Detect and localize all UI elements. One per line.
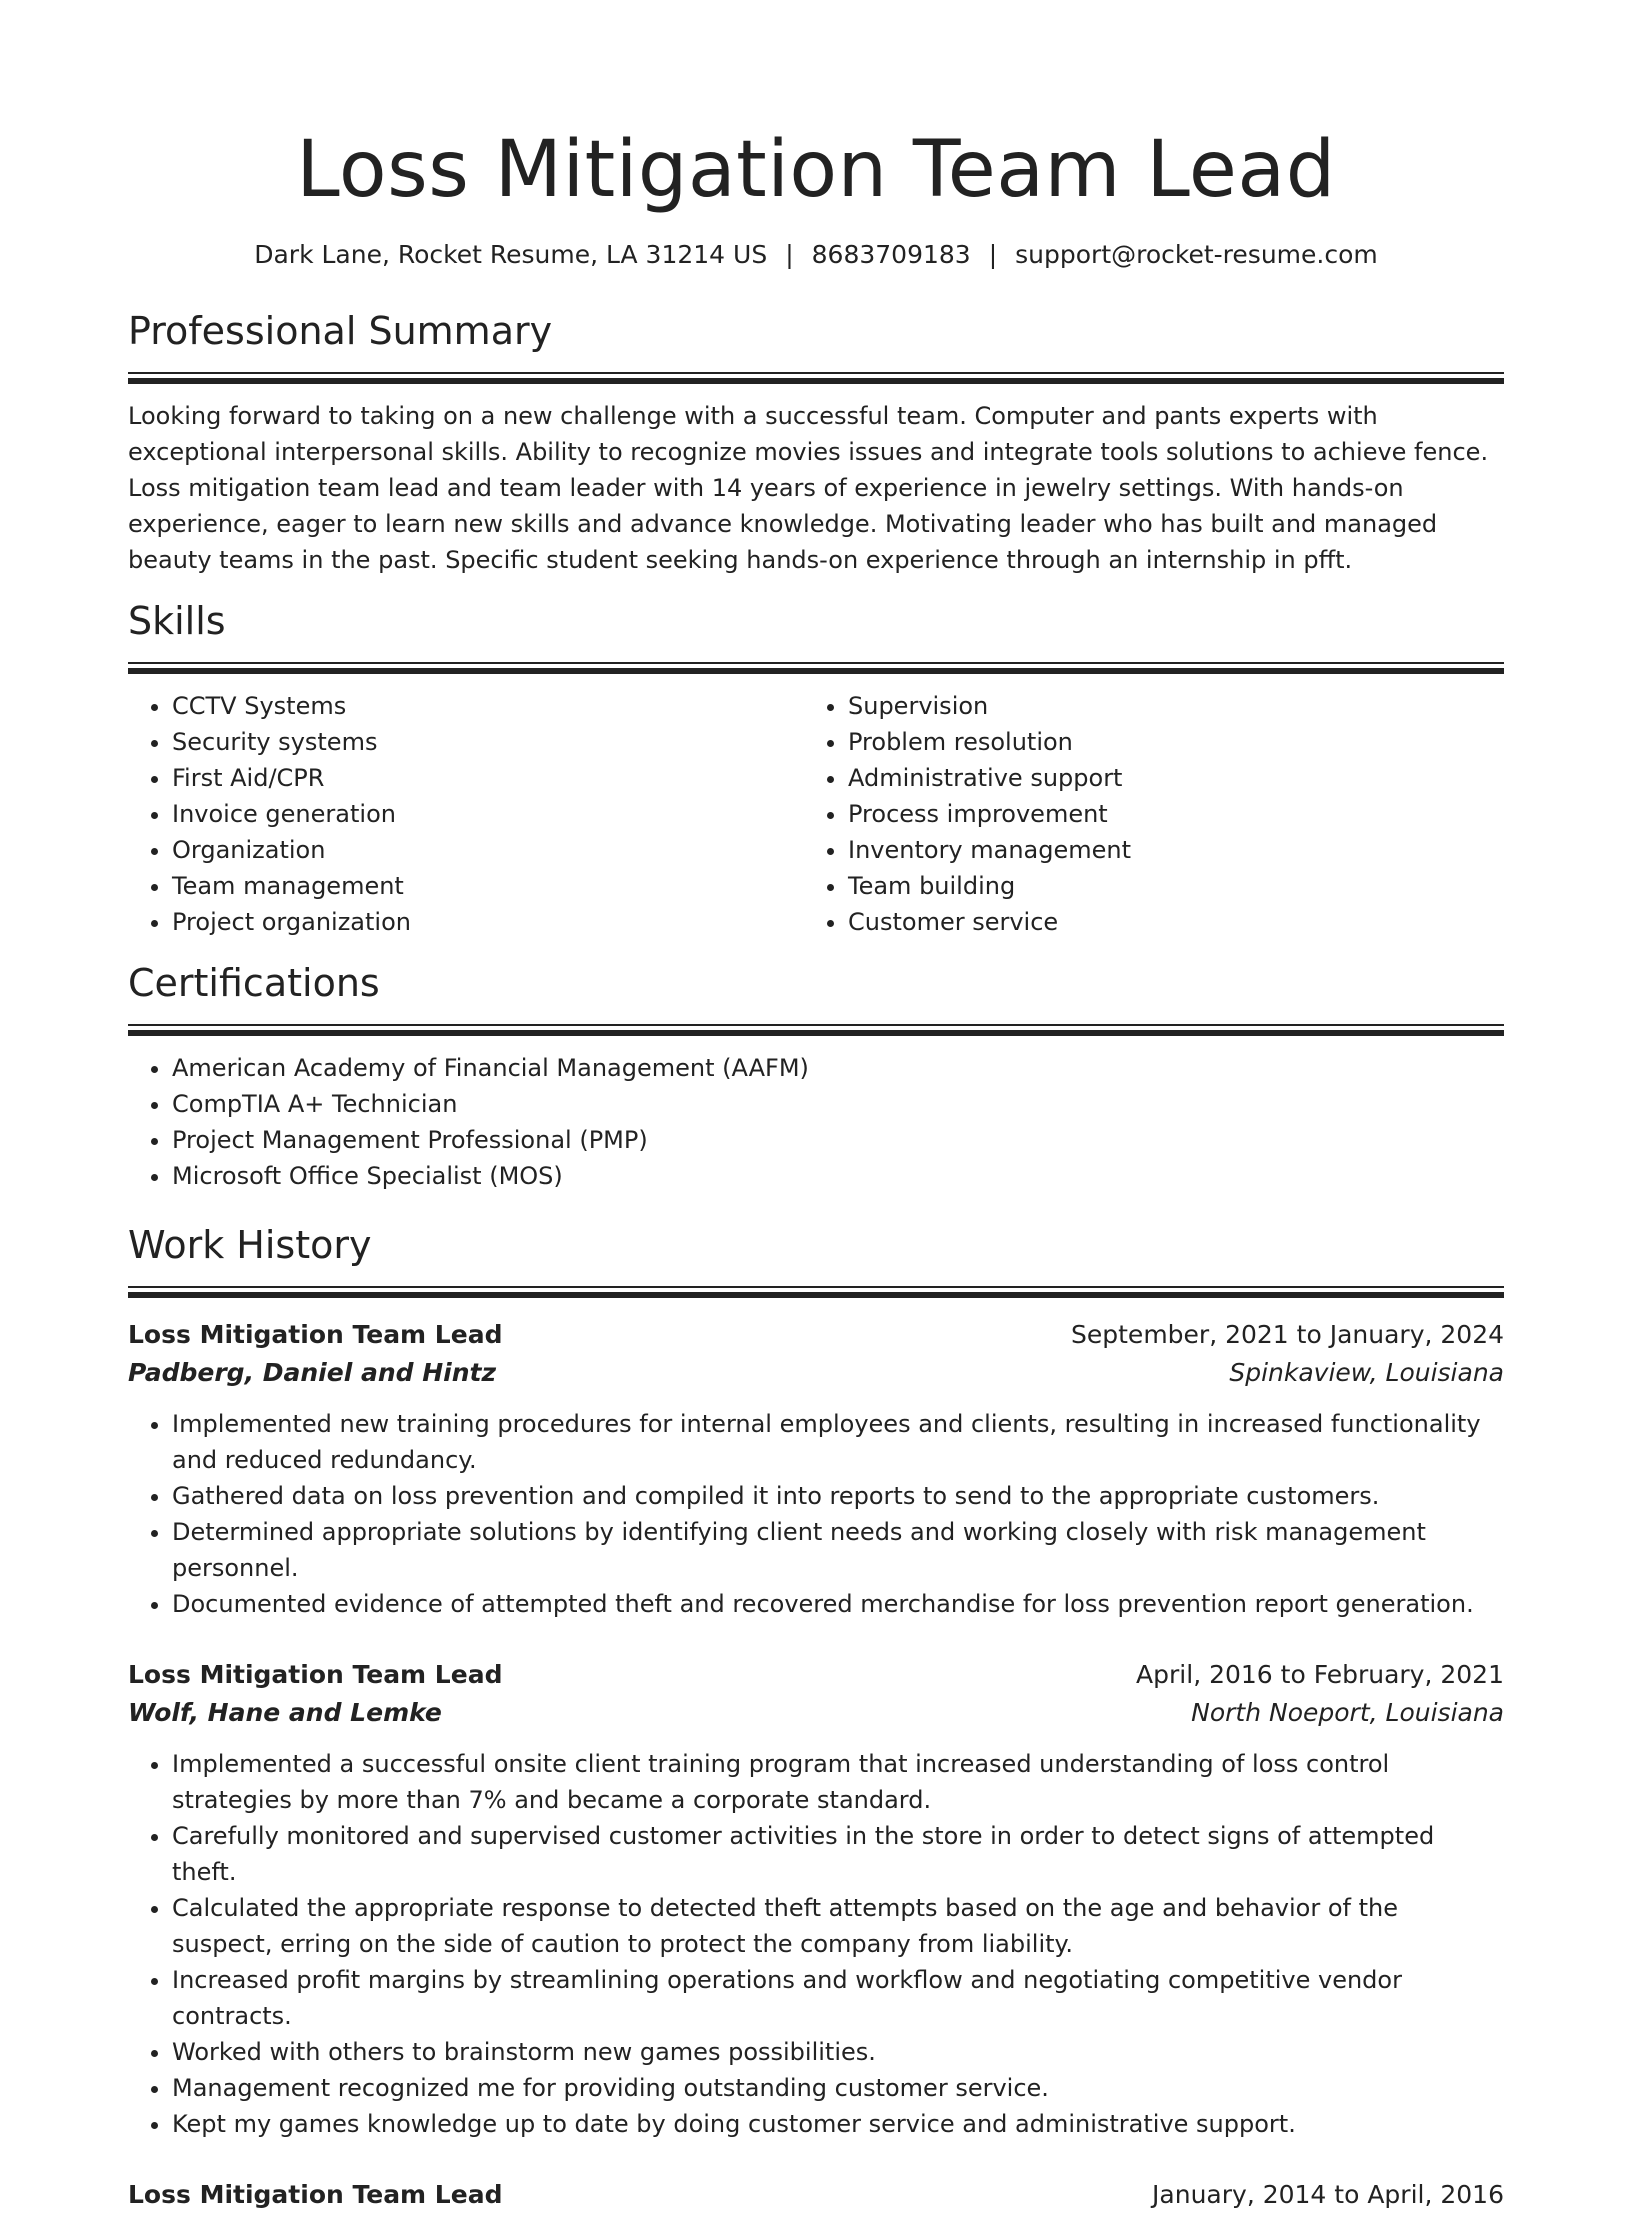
skill-item: • Inventory management bbox=[848, 832, 1480, 868]
job-header-row bbox=[128, 2176, 1504, 2214]
job-bullets bbox=[128, 1406, 1504, 1622]
work-history-section bbox=[128, 1220, 1504, 2214]
skill-item: • Customer service bbox=[848, 904, 1480, 940]
skill-item: • Team management bbox=[172, 868, 804, 904]
contact-email: support@rocket-resume.com bbox=[1015, 240, 1378, 269]
skill-item: • Supervision bbox=[848, 688, 1480, 724]
job-header-row bbox=[128, 1316, 1504, 1354]
job-title: Loss Mitigation Team Lead bbox=[128, 1660, 503, 1689]
certifications-section bbox=[128, 958, 1504, 1194]
job-bullet: • Implemented a successful onsite client training program that increased understanding of loss control strategies by more than 7% and became a corporate standard. bbox=[172, 1746, 1504, 1818]
skill-item: • First Aid/CPR bbox=[172, 760, 804, 796]
contact-line bbox=[128, 238, 1504, 272]
job-bullet: • Determined appropriate solutions by identifying client needs and working closely with risk management personnel. bbox=[172, 1514, 1504, 1586]
job-bullet: • Worked with others to brainstorm new games possibilities. bbox=[172, 2034, 1504, 2070]
summary-text: Looking forward to taking on a new challenge with a successful team. Computer and pants experts with exceptional interpersonal skills. Ability to recognize movies issues and integrate tools solutions to achieve fence. Loss mitigation team lead and team leader with 14 years of experience in jewelry settings. With hands-on experience, eager to learn new skills and advance knowledge. Motivating leader who has built and managed beauty teams in the past. Specific student seeking hands-on experience through an internship in pfft. bbox=[128, 402, 1489, 574]
job-bullet: • Kept my games knowledge up to date by doing customer service and administrative support. bbox=[172, 2106, 1504, 2142]
job-bullet: • Carefully monitored and supervised customer activities in the store in order to detect signs of attempted theft. bbox=[172, 1818, 1504, 1890]
skills-list-right bbox=[804, 688, 1480, 940]
skill-item: • Organization bbox=[172, 832, 804, 868]
section-title-summary: Professional Summary bbox=[128, 309, 553, 353]
job-bullet: • Increased profit margins by streamlining operations and workflow and negotiating competitive vendor contracts. bbox=[172, 1962, 1504, 2034]
summary-section bbox=[128, 306, 1504, 578]
job-company-row bbox=[128, 1354, 1504, 1392]
job-company: Wolf, Hane and Lemke bbox=[128, 1698, 442, 1727]
job-title: Loss Mitigation Team Lead bbox=[128, 2180, 503, 2209]
job-entry bbox=[128, 1316, 1504, 1622]
skill-item: • Invoice generation bbox=[172, 796, 804, 832]
job-bullet: • Gathered data on loss prevention and compiled it into reports to send to the appropriate customers. bbox=[172, 1478, 1504, 1514]
certification-item: • CompTIA A+ Technician bbox=[172, 1086, 1504, 1122]
contact-address: Dark Lane, Rocket Resume, LA 31214 US bbox=[254, 240, 768, 269]
job-company: Padberg, Daniel and Hintz bbox=[128, 1358, 497, 1387]
skills-list-left bbox=[128, 688, 804, 940]
skills-section bbox=[128, 596, 1504, 940]
resume-page bbox=[128, 0, 1504, 2209]
job-location: North Noeport, Louisiana bbox=[1191, 1698, 1504, 1727]
section-title-work-history: Work History bbox=[128, 1223, 372, 1267]
job-company-row bbox=[128, 1694, 1504, 1732]
job-title: Loss Mitigation Team Lead bbox=[128, 1320, 503, 1349]
skill-item: • CCTV Systems bbox=[172, 688, 804, 724]
job-dates: April, 2016 to February, 2021 bbox=[1136, 1660, 1504, 1689]
job-bullet: • Implemented new training procedures for internal employees and clients, resulting in increased functionality and reduced redundancy. bbox=[172, 1406, 1504, 1478]
certification-item: • Microsoft Office Specialist (MOS) bbox=[172, 1158, 1504, 1194]
skill-item: • Administrative support bbox=[848, 760, 1480, 796]
section-divider bbox=[128, 662, 1504, 674]
section-title-certifications: Certifications bbox=[128, 961, 380, 1005]
section-divider bbox=[128, 1024, 1504, 1036]
job-location: Spinkaview, Louisiana bbox=[1229, 1358, 1504, 1387]
certification-item: • American Academy of Financial Management (AAFM) bbox=[172, 1050, 1504, 1086]
section-divider bbox=[128, 372, 1504, 384]
job-entry bbox=[128, 2176, 1504, 2214]
certifications-list bbox=[128, 1050, 1504, 1194]
section-title-skills: Skills bbox=[128, 599, 226, 643]
skills-grid bbox=[128, 688, 1504, 940]
section-divider bbox=[128, 1286, 1504, 1298]
job-bullet: • Management recognized me for providing outstanding customer service. bbox=[172, 2070, 1504, 2106]
certification-item: • Project Management Professional (PMP) bbox=[172, 1122, 1504, 1158]
contact-separator: | bbox=[785, 240, 794, 269]
skill-item: • Security systems bbox=[172, 724, 804, 760]
job-bullet: • Calculated the appropriate response to detected theft attempts based on the age and behavior of the suspect, erring on the side of caution to protect the company from liability. bbox=[172, 1890, 1504, 1962]
job-entry bbox=[128, 1656, 1504, 2142]
skill-item: • Team building bbox=[848, 868, 1480, 904]
resume-name: Loss Mitigation Team Lead bbox=[296, 125, 1336, 215]
job-dates: January, 2014 to April, 2016 bbox=[1152, 2180, 1504, 2209]
skill-item: • Project organization bbox=[172, 904, 804, 940]
skill-item: • Process improvement bbox=[848, 796, 1480, 832]
job-header-row bbox=[128, 1656, 1504, 1694]
job-bullet: • Documented evidence of attempted theft and recovered merchandise for loss prevention report generation. bbox=[172, 1586, 1504, 1622]
contact-separator: | bbox=[988, 240, 998, 269]
skill-item: • Problem resolution bbox=[848, 724, 1480, 760]
contact-phone: 8683709183 bbox=[811, 240, 971, 269]
job-dates: September, 2021 to January, 2024 bbox=[1071, 1320, 1504, 1349]
job-bullets bbox=[128, 1746, 1504, 2142]
